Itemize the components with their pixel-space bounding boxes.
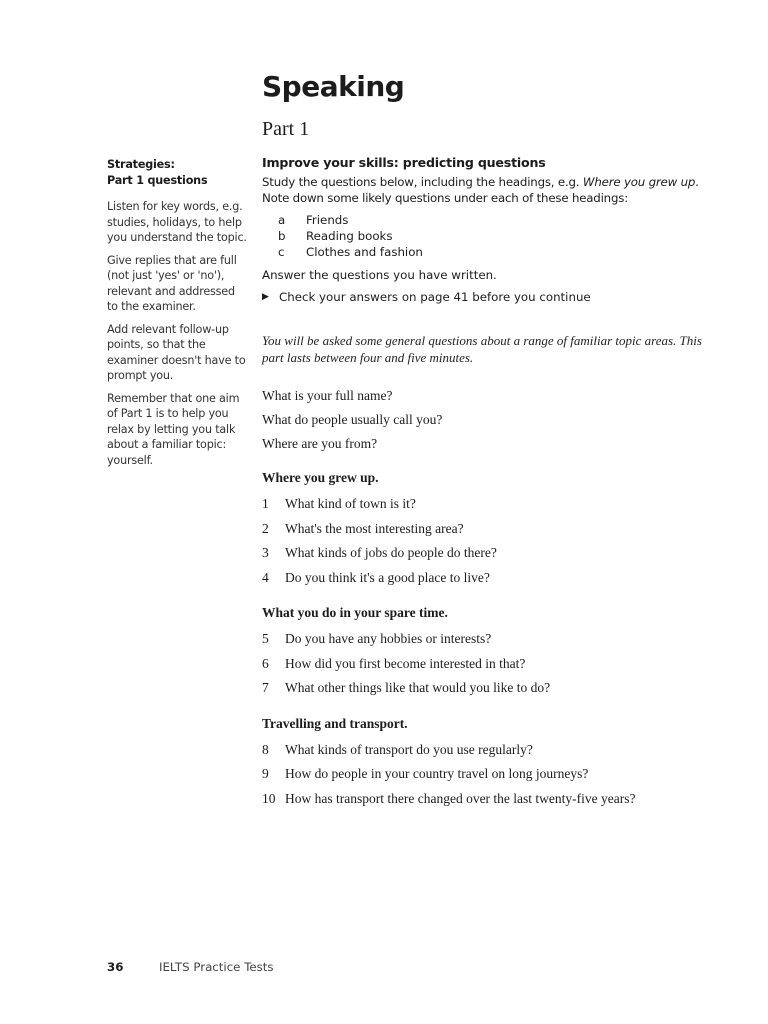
question-text: How has transport there changed over the last twenty-five years?	[285, 790, 636, 806]
strategy-tip: Give replies that are full (not just 'yes' or 'no'), relevant and addressed to the examiner.	[107, 253, 237, 313]
question-item	[262, 541, 702, 566]
section-heading: What you do in your spare time.	[262, 605, 448, 620]
page-title: Speaking	[262, 70, 405, 103]
list-letter: b	[278, 229, 286, 243]
list-text: Friends	[306, 213, 349, 227]
question-item	[262, 566, 702, 591]
question-text: What kind of town is it?	[285, 496, 416, 512]
part-intro: You will be asked some general questions about a range of familiar topic areas. This part lasts between four and five minutes.	[262, 333, 702, 365]
question-item	[262, 492, 702, 517]
list-letter: c	[278, 245, 285, 259]
page-number: 36	[107, 960, 124, 974]
instruction-end: . Note down some likely questions under each of these headings:	[262, 175, 699, 205]
question-text: Do you think it's a good place to live?	[285, 569, 490, 585]
question-item	[262, 787, 702, 812]
list-item	[278, 212, 702, 228]
list-text: Clothes and fashion	[306, 245, 423, 259]
general-question: Where are you from?	[262, 436, 378, 451]
question-item	[262, 652, 702, 677]
list-text: Reading books	[306, 229, 393, 243]
question-list	[262, 492, 702, 590]
skills-instruction	[262, 175, 702, 206]
list-item	[278, 228, 702, 244]
list-item	[278, 244, 702, 260]
sidebar-heading-line1: Strategies:	[107, 158, 175, 171]
question-item	[262, 627, 702, 652]
question-item	[262, 676, 702, 701]
question-item	[262, 762, 702, 787]
question-number: 8	[262, 741, 269, 757]
triangle-right-icon: ▶	[262, 292, 269, 302]
skills-title: Improve your skills: predicting questions	[262, 155, 546, 170]
question-text: What other things like that would you like to do?	[285, 680, 551, 696]
question-number: 3	[262, 545, 269, 561]
question-item	[262, 738, 702, 763]
instruction-example: Where you grew up	[582, 175, 696, 189]
section-heading: Travelling and transport.	[262, 715, 408, 731]
strategy-tip: Add relevant follow-up points, so that the examiner doesn't have to prompt you.	[107, 322, 246, 382]
section-heading: Where you grew up.	[262, 470, 379, 485]
check-answers-note	[262, 290, 702, 304]
question-text: What's the most interesting area?	[285, 520, 464, 536]
strategy-tip: Listen for key words, e.g. studies, holidays, to help you understand the topic.	[107, 200, 247, 244]
check-text: Check your answers on page 41 before you continue	[279, 290, 591, 304]
question-item	[262, 517, 702, 542]
general-question: What do people usually call you?	[262, 412, 443, 427]
question-text: What kinds of transport do you use regularly?	[285, 741, 533, 757]
question-number: 10	[262, 790, 276, 806]
question-number: 2	[262, 520, 269, 536]
question-text: How do people in your country travel on long journeys?	[285, 766, 589, 782]
strategies-sidebar	[107, 157, 247, 468]
question-number: 5	[262, 631, 269, 647]
question-text: Do you have any hobbies or interests?	[285, 631, 492, 647]
general-question: What is your full name?	[262, 388, 393, 403]
sidebar-heading	[107, 157, 247, 188]
question-number: 6	[262, 655, 269, 671]
sidebar-heading-line2: Part 1 questions	[107, 173, 208, 187]
question-list	[262, 627, 702, 701]
part-heading: Part 1	[262, 118, 310, 140]
question-list	[262, 738, 702, 812]
strategy-tip: Remember that one aim of Part 1 is to help you relax by letting you talk about a familiar topic: yourself.	[107, 391, 240, 467]
question-text: How did you first become interested in that?	[285, 655, 526, 671]
instruction-start: Study the questions below, including the headings, e.g.	[262, 175, 583, 189]
heading-list	[278, 212, 702, 260]
book-title: IELTS Practice Tests	[159, 960, 274, 974]
question-number: 7	[262, 680, 269, 696]
answer-instruction: Answer the questions you have written.	[262, 268, 497, 282]
main-content	[262, 155, 702, 811]
question-text: What kinds of jobs do people do there?	[285, 545, 497, 561]
question-number: 4	[262, 569, 269, 585]
page-footer	[107, 960, 274, 974]
question-number: 9	[262, 766, 269, 782]
list-letter: a	[278, 213, 286, 227]
question-number: 1	[262, 496, 269, 512]
